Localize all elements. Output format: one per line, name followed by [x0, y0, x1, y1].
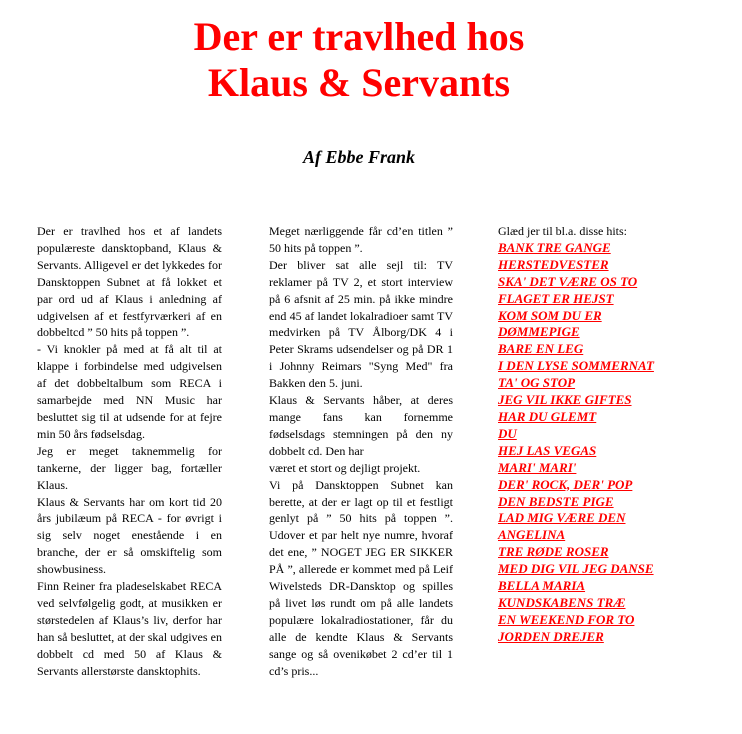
- hit-link[interactable]: JORDEN DREJER: [498, 628, 604, 644]
- hit-link[interactable]: KOM SOM DU ER: [498, 307, 602, 323]
- paragraph: Vi på Dansktoppen Subnet kan berette, at der er lagt op til et festligt genlyt på ” 50 hits på toppen ”. Udover et par helt nye numre, hvoraf det ene, ” NOGET JEG ER SIKKER PÅ ”, allerede er kommet med på Leif Wivelsteds DR-Dansktop og spilles på livet løs rundt om på alle landets populære lokalradiostationer, får du alle de kendte Klaus & Servants sange og så ovenikøbet 2 cd’er til 1 cd’s pris...: [269, 477, 453, 678]
- hit-link[interactable]: JEG VIL IKKE GIFTES: [498, 392, 632, 408]
- paragraph: Der bliver sat alle sejl til: TV reklamer på TV 2, et stort interview på 6 afsnit af 25 min. på ikke mindre end 45 af landet lokalradioer samt TV medvirken på TV Ålborg/DK 4 i Peter Skrams udsendelser og på DR 1 i Johnny Reimars "Syng Med" fra Bakken den 5. juni.: [269, 257, 453, 391]
- hit-link[interactable]: BANK TRE GANGE: [498, 239, 611, 255]
- hit-link[interactable]: DØMMEPIGE: [498, 324, 580, 340]
- paragraph: været et stort og dejligt projekt.: [269, 460, 421, 475]
- hit-link[interactable]: ANGELINA: [498, 527, 566, 543]
- hit-link[interactable]: BARE EN LEG: [498, 341, 584, 357]
- hit-link[interactable]: HEJ LAS VEGAS: [498, 442, 597, 458]
- article-column-1: [37, 223, 222, 679]
- hits-intro: Glæd jer til bl.a. disse hits:: [498, 224, 627, 238]
- hit-link[interactable]: TRE RØDE ROSER: [498, 544, 609, 560]
- hit-link[interactable]: HERSTEDVESTER: [498, 256, 609, 272]
- hit-link[interactable]: DU: [498, 425, 517, 441]
- hit-link[interactable]: MARI' MARI': [498, 459, 577, 475]
- hit-link[interactable]: LAD MIG VÆRE DEN: [498, 510, 626, 526]
- hit-link[interactable]: SKA' DET VÆRE OS TO: [498, 273, 638, 289]
- hit-link[interactable]: HAR DU GLEMT: [498, 408, 597, 424]
- hit-link[interactable]: TA' OG STOP: [498, 375, 576, 391]
- hit-link[interactable]: KUNDSKABENS TRÆ: [498, 594, 626, 610]
- paragraph: Der er travlhed hos et af landets populæreste dansktopband, Klaus & Servants. Alligevel er det lykkedes for Dansktoppen Subnet at få lokket et par ord ud af Klaus i anledning af udgivelsen af et festfyrværkeri af en dobbeltcd ” 50 hits på toppen ”.: [37, 224, 222, 340]
- article-column-2: [269, 223, 453, 679]
- title-line-1: Der er travlhed hos: [193, 14, 525, 59]
- hit-link[interactable]: MED DIG VIL JEG DANSE: [498, 561, 654, 577]
- paragraph: Klaus & Servants har om kort tid 20 års jubilæum på RECA - for øvrigt i sig selv noget enestående i en branche, der er så omskiftelig som showbusiness.: [37, 494, 222, 577]
- hit-link[interactable]: DER' ROCK, DER' POP: [498, 476, 633, 492]
- hits-column: [498, 223, 708, 646]
- paragraph: Meget nærliggende får cd’en titlen ” 50 hits på toppen ”.: [269, 224, 453, 255]
- paragraph: Finn Reiner fra pladeselskabet RECA ved selvfølgelig godt, at musikken er størstedelen af Klaus’s liv, derfor har han så besluttet, at der skal udgives en dobbelt cd med 50 af Klaus & Servants allerstørste dansktophits.: [37, 579, 222, 678]
- hit-link[interactable]: FLAGET ER HEJST: [498, 290, 614, 306]
- paragraph: - Vi knokler på med at få alt til at klappe i forbindelse med udgivelsen af det dobbeltalbum som RECA i samarbejde med NN Music har besluttet sig til at udsende for at fejre min 50 års fødselsdag.: [37, 342, 222, 441]
- hit-link[interactable]: EN WEEKEND FOR TO: [498, 611, 635, 627]
- hit-link[interactable]: BELLA MARIA: [498, 578, 586, 594]
- paragraph: Jeg er meget taknemmelig for tankerne, der ligger bag, fortæller Klaus.: [37, 443, 222, 492]
- hit-link[interactable]: DEN BEDSTE PIGE: [498, 493, 614, 509]
- byline: Af Ebbe Frank: [302, 147, 416, 167]
- hits-list: [498, 240, 708, 646]
- title-line-2: Klaus & Servants: [207, 60, 511, 105]
- article-title: [0, 14, 718, 106]
- paragraph: Klaus & Servants håber, at deres mange fans kan fornemme fødselsdags stemningen på den ny dobbelt cd. Den har: [269, 393, 453, 458]
- hit-link[interactable]: I DEN LYSE SOMMERNAT: [498, 358, 654, 374]
